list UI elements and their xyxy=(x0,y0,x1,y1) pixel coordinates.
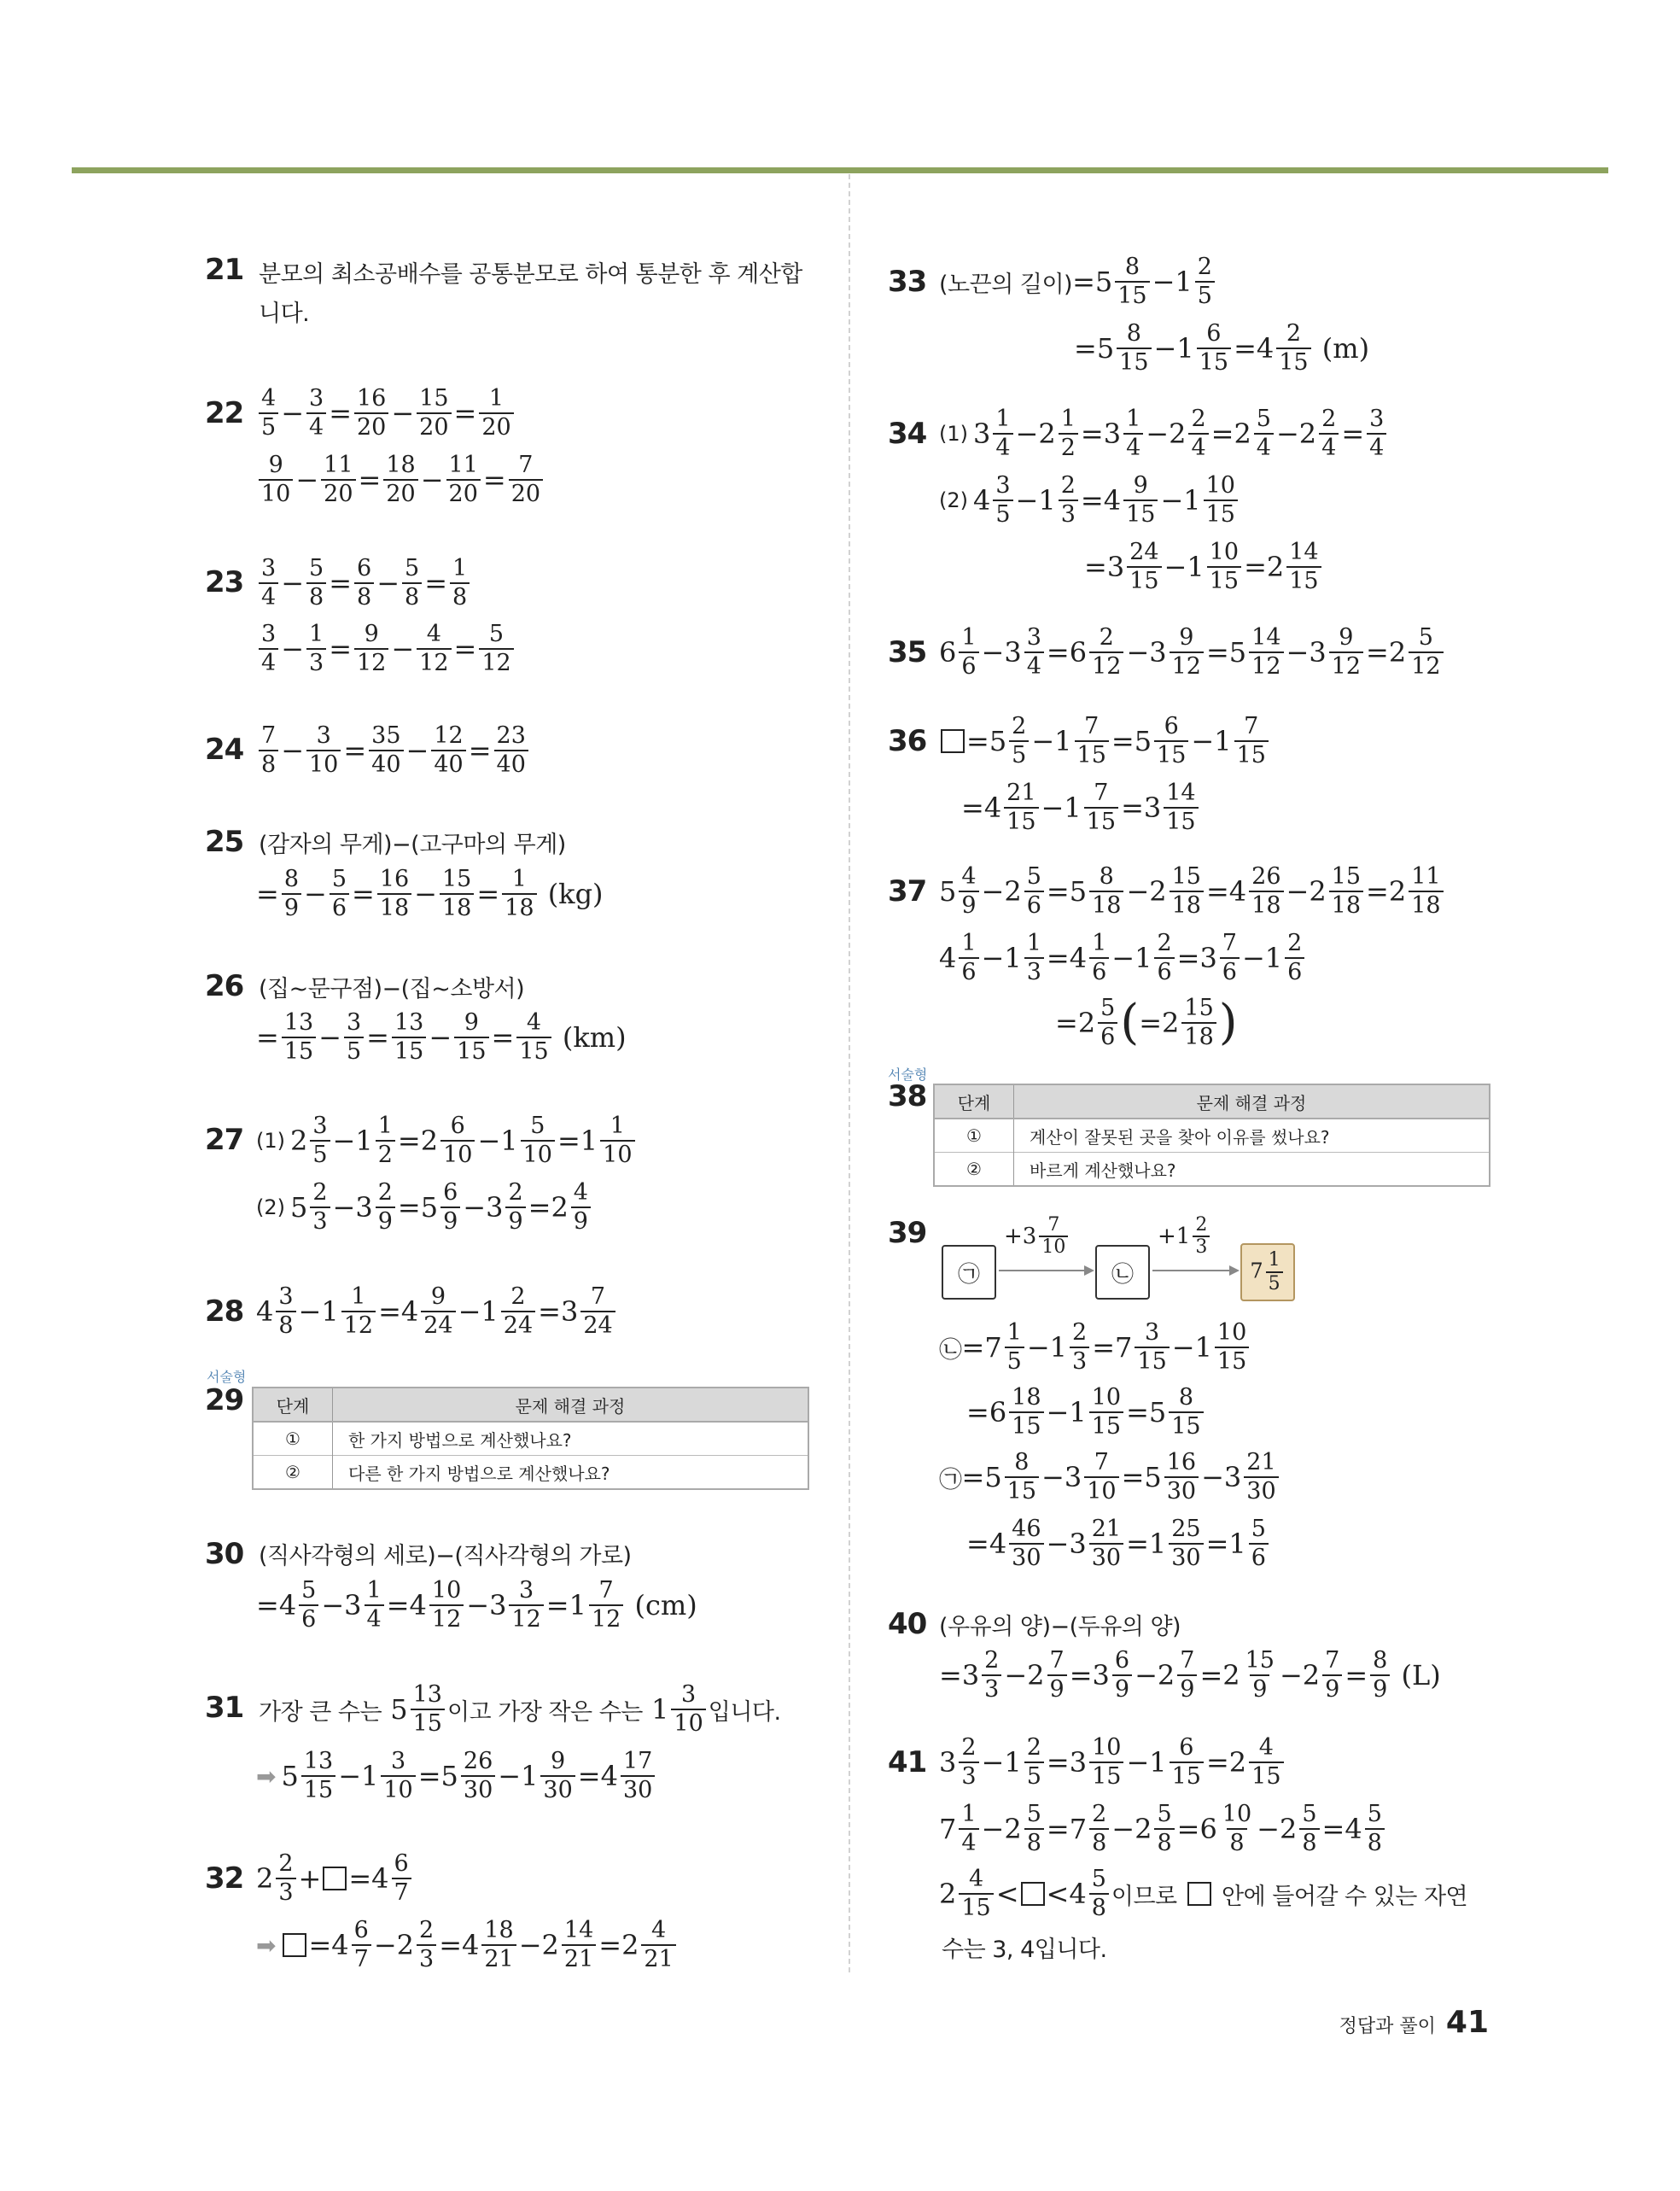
table-cell: 계산이 잘못된 곳을 찾아 이유를 썼나요? xyxy=(1014,1119,1490,1153)
text-part: 입니다. xyxy=(708,1698,781,1726)
math-line: (노끈의 길이) =5 8 15 −1 2 5 xyxy=(939,248,1217,316)
blank-box xyxy=(941,729,965,753)
subpart-label: (1) xyxy=(939,422,968,446)
essay-tag: 서술형 xyxy=(888,1066,928,1083)
result-box xyxy=(1240,1243,1295,1301)
math-line: ㉡ =7 1 5 −1 2 3 =7 3 15 −1 10 15 xyxy=(939,1313,1251,1382)
math-line: =5 2 5 −1 7 15 =5 6 15 −1 7 15 xyxy=(939,707,1271,775)
math-line: ➡ =4 6 7 −2 2 3 =4 18 21 −2 14 21 =2 4 21 xyxy=(256,1911,679,1979)
math-line: 2 4 15 < <4 5 8 이므로 안에 들어갈 수 있는 자연 xyxy=(939,1866,1468,1921)
subpart-label: (2) xyxy=(939,488,968,512)
symbol-label: ㉡ xyxy=(939,1336,962,1364)
blank-box xyxy=(1187,1882,1211,1906)
text-part: 이고 가장 작은 수는 xyxy=(446,1698,643,1726)
math-line: 7 1 4 −2 5 8 =7 2 8 −2 5 8 =6 10 8 −2 5 8 =4 5 8 xyxy=(939,1795,1387,1863)
table-cell: ② xyxy=(253,1456,333,1490)
math-line: ㉠ =5 8 15 −3 7 10 =5 16 30 −3 21 30 xyxy=(939,1443,1281,1511)
math-line: =3 2 3 −2 7 9 =3 6 9 −2 7 9 =2 15 9 −2 7 9 = 8 9 (L) xyxy=(939,1647,1441,1703)
footer-label: 정답과 풀이 xyxy=(1339,2016,1436,2037)
math-line: 2 2 3 + =4 6 7 xyxy=(256,1844,414,1913)
math-line: = 13 15 − 3 5 = 13 15 − 9 15 = 4 15 (km) xyxy=(256,1009,627,1065)
problem-label: (감자의 무게)−(고구마의 무게) xyxy=(259,831,566,858)
table-cell: ① xyxy=(934,1119,1014,1153)
problem-number: 26 xyxy=(205,969,244,1003)
math-line: ➡ 5 13 15 −1 3 10 =5 26 30 −1 9 30 =4 17 30 xyxy=(256,1742,657,1810)
math-line: 4 1 6 −1 1 3 =4 1 6 −1 2 6 =3 7 6 −1 2 6 xyxy=(939,924,1307,992)
column-divider xyxy=(849,174,850,1972)
math-line: 4 5 − 3 4 = 16 20 − 15 20 = 1 20 xyxy=(256,379,516,447)
result-value: 7 $\frac{1}{5}$ xyxy=(1250,1249,1285,1295)
text-part: 이므로 xyxy=(1111,1883,1177,1910)
problem-label: (노끈의 길이) xyxy=(939,271,1073,298)
math-line: =4 46 30 −3 21 30 =1 25 30 =1 5 6 xyxy=(966,1510,1271,1578)
problem-number: 28 xyxy=(205,1294,244,1329)
rubric-table xyxy=(252,1387,809,1490)
math-line: 9 10 − 11 20 = 18 20 − 11 20 = 7 20 xyxy=(256,446,545,514)
table-header: 문제 해결 과정 xyxy=(333,1388,809,1422)
math-line: 5 4 9 −2 5 6 =5 8 18 −2 15 18 =4 26 18 −2 15 18 =2 11 18 xyxy=(939,857,1446,926)
arrow-icon: ➡ xyxy=(256,1931,277,1960)
table-cell: 한 가지 방법으로 계산했나요? xyxy=(333,1422,809,1456)
unit: (km) xyxy=(562,1021,627,1054)
problem-number: 40 xyxy=(888,1607,927,1641)
math-line: =2 5 6 ( =2 15 18 ) xyxy=(1055,995,1238,1050)
math-line: =4 21 15 −1 7 15 =3 14 15 xyxy=(961,774,1201,842)
problem-number: 21 xyxy=(205,253,244,287)
diagram-box: ㉠ xyxy=(942,1245,996,1300)
table-cell: ① xyxy=(253,1422,333,1456)
math-line: 3 4 − 1 3 = 9 12 − 4 12 = 5 12 xyxy=(256,615,516,683)
problem-number: 30 xyxy=(205,1537,244,1571)
math-line: (1) 2 3 5 −1 1 2 =2 6 10 −1 5 10 =1 1 10 xyxy=(256,1107,638,1175)
unit: (L) xyxy=(1401,1659,1441,1691)
table-cell: 다른 한 가지 방법으로 계산했나요? xyxy=(333,1456,809,1490)
unit: (m) xyxy=(1321,332,1370,365)
problem-number: 35 xyxy=(888,635,927,669)
unit: (kg) xyxy=(547,878,604,910)
problem-number: 24 xyxy=(205,733,244,767)
problem-number: 41 xyxy=(888,1745,927,1779)
table-header: 단계 xyxy=(934,1084,1014,1119)
page-footer xyxy=(1339,2005,1489,2040)
math-line: =6 18 15 −1 10 15 =5 8 15 xyxy=(966,1378,1206,1446)
rubric-table xyxy=(933,1084,1490,1187)
math-line: 3 2 3 −1 2 5 =3 10 15 −1 6 15 =2 4 15 xyxy=(939,1728,1286,1797)
page-number: 41 xyxy=(1445,2005,1489,2040)
problem-label: (우유의 양)−(두유의 양) xyxy=(939,1613,1181,1640)
problem-number: 32 xyxy=(205,1861,244,1896)
problem-number: 25 xyxy=(205,825,244,859)
table-header: 문제 해결 과정 xyxy=(1014,1084,1490,1119)
problem-number: 36 xyxy=(888,724,927,758)
math-line: 7 8 − 3 10 = 35 40 − 12 40 = 23 40 xyxy=(256,716,531,785)
problem-number: 37 xyxy=(888,874,927,909)
operation-label: +1 2 3 xyxy=(1158,1212,1212,1260)
problem-text: 니다. xyxy=(259,300,310,327)
diagram-box xyxy=(1095,1245,1150,1300)
problem-text: 분모의 최소공배수를 공통분모로 하여 통분한 후 계산합 xyxy=(259,260,802,288)
problem-number: 27 xyxy=(205,1123,244,1157)
math-line: (2) 4 3 5 −1 2 3 =4 9 15 −1 10 15 xyxy=(939,466,1240,535)
math-line: =3 24 15 −1 10 15 =2 14 15 xyxy=(1084,533,1324,601)
problem-label: (집~문구점)−(집~소방서) xyxy=(259,975,525,1002)
problem-number: 33 xyxy=(888,265,927,299)
diagram-box-label: ㉡ xyxy=(1111,1261,1134,1288)
blank-box xyxy=(283,1933,306,1957)
problem-number: 23 xyxy=(205,565,244,599)
problem-number: 39 xyxy=(888,1216,927,1250)
math-line: =4 5 6 −3 1 4 =4 10 12 −3 3 12 =1 7 12 (cm) xyxy=(256,1577,697,1633)
problem-number: 29 xyxy=(205,1383,244,1417)
math-line: 3 4 − 5 8 = 6 8 − 5 8 = 1 8 xyxy=(256,549,472,617)
unit: (cm) xyxy=(634,1589,697,1621)
math-line: (1) 3 1 4 −2 1 2 =3 1 4 −2 2 4 =2 5 4 −2 2 4 = 3 4 xyxy=(939,400,1389,468)
subpart-label: (1) xyxy=(256,1129,285,1153)
arrowhead-icon xyxy=(1084,1265,1094,1276)
math-line: = 8 9 − 5 6 = 16 18 − 15 18 = 1 18 (kg) xyxy=(256,866,604,921)
table-header: 단계 xyxy=(253,1388,333,1422)
text-part: 안에 들어갈 수 있는 자연 xyxy=(1221,1883,1468,1910)
table-cell: 바르게 계산했나요? xyxy=(1014,1153,1490,1187)
symbol-label: ㉠ xyxy=(939,1466,962,1493)
problem-text: 가장 큰 수는 5 13 15 이고 가장 작은 수는 1 3 10 입니다. xyxy=(259,1681,781,1737)
problem-number: 22 xyxy=(205,396,244,430)
problem-number: 31 xyxy=(205,1691,244,1725)
math-line: (2) 5 2 3 −3 2 9 =5 6 9 −3 2 9 =2 4 9 xyxy=(256,1173,593,1242)
top-rule xyxy=(72,167,1608,173)
blank-box xyxy=(323,1867,347,1890)
math-line: 4 3 8 −1 1 12 =4 9 24 −1 2 24 =3 7 24 xyxy=(256,1277,618,1346)
problem-label: (직사각형의 세로)−(직사각형의 가로) xyxy=(259,1542,632,1569)
problem-number: 38 xyxy=(888,1079,927,1113)
math-line: =5 8 15 −1 6 15 =4 2 15 (m) xyxy=(1074,320,1370,376)
operation-label: +3 7 10 xyxy=(1004,1212,1070,1260)
table-cell: ② xyxy=(934,1153,1014,1187)
arrowhead-icon xyxy=(1229,1265,1240,1276)
problem-number: 34 xyxy=(888,417,927,451)
subpart-label: (2) xyxy=(256,1195,285,1219)
arrow-icon: ➡ xyxy=(256,1762,277,1791)
essay-tag: 서술형 xyxy=(207,1369,247,1385)
blank-box xyxy=(1021,1882,1045,1906)
math-line: 6 1 6 −3 3 4 =6 2 12 −3 9 12 =5 14 12 −3 9 12 =2 5 12 xyxy=(939,618,1446,687)
problem-text: 수는 3, 4입니다. xyxy=(942,1936,1107,1963)
text-part: 가장 큰 수는 xyxy=(259,1698,382,1726)
